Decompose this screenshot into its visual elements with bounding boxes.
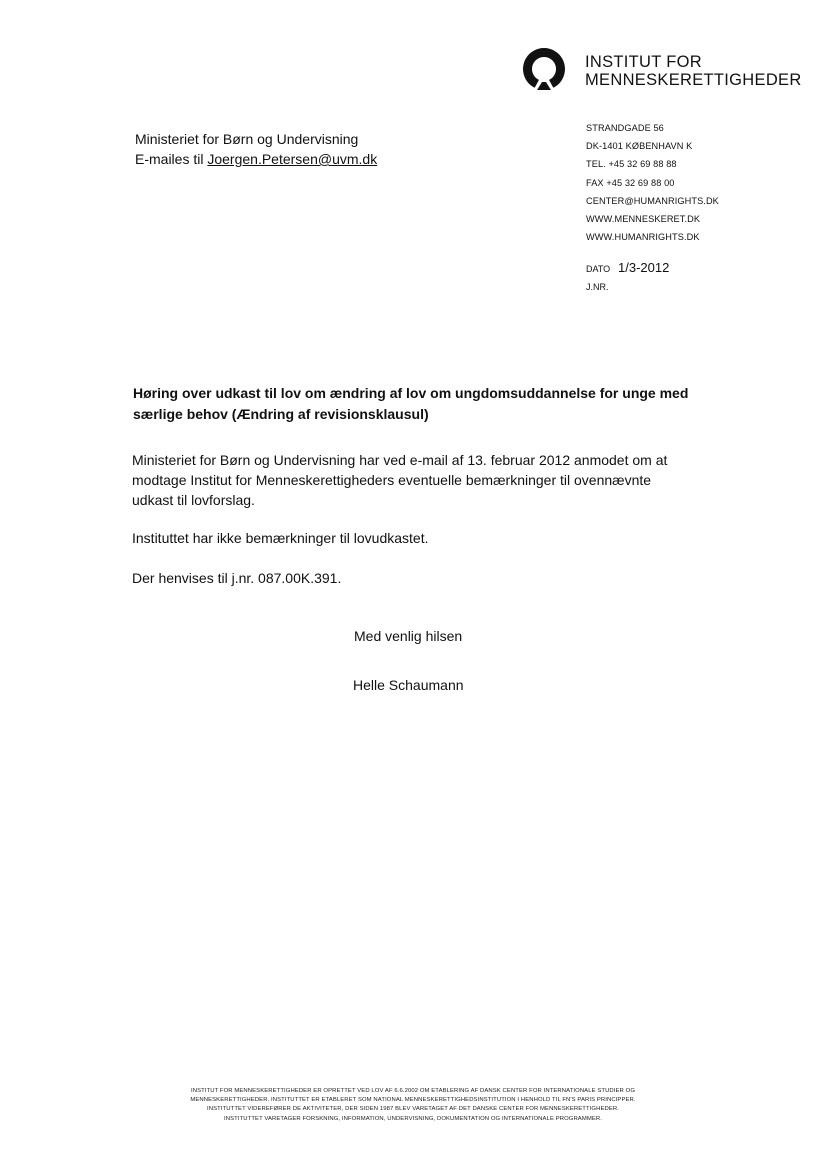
recipient-email-link[interactable]: Joergen.Petersen@uvm.dk [207, 151, 378, 167]
logo-line-2: MENNESKERETTIGHEDER [585, 71, 802, 89]
contact-street: STRANDGADE 56 [586, 123, 664, 133]
ring-logo-icon [520, 45, 568, 93]
footer-line-2: MENNESKERETTIGHEDER. INSTITUTTET ER ETABLERET SOM NATIONAL MENNESKERETTIGHEDSINSTITUTION I HENHOLD TIL FN'S PARIS PRINCIPPER. [190, 1097, 636, 1104]
institution-logo-text [585, 53, 802, 89]
contact-city: DK-1401 KØBENHAVN K [586, 141, 693, 152]
letter-meta [586, 259, 669, 296]
paragraph-1: Ministeriet for Børn og Undervisning har ved e-mail af 13. februar 2012 anmodet om at modtage Institut for Menneskerettigheders eventuelle bemærkninger til ovennævnte udkast til lovforslag. [132, 452, 668, 508]
letter-subject: Høring over udkast til lov om ændring af lov om ungdomsuddannelse for unge med særlige behov (Ændring af revisionsklausul) [133, 385, 689, 422]
recipient-email-line [135, 149, 377, 169]
signature-name: Helle Schaumann [353, 677, 464, 693]
contact-fax: FAX +45 32 69 88 00 [586, 177, 675, 188]
paragraph-3: Der henvises til j.nr. 087.00K.391. [132, 570, 342, 586]
contact-web-link-1[interactable]: WWW.MENNESKERET.DK [586, 214, 701, 225]
date-row [586, 259, 669, 278]
footer-line-3: INSTITUTTET VIDEREFØRER DE AKTIVITETER, DER SIDEN 1987 BLEV VARETAGET AF DET DANSKE CENTER FOR MENNESKERETTIGHEDER. [207, 1106, 619, 1113]
recipient-name: Ministeriet for Børn og Undervisning [135, 131, 359, 147]
date-value: 1/3-2012 [618, 260, 670, 275]
page-footer [100, 1087, 726, 1124]
jnr-label: J.NR. [586, 282, 609, 292]
contact-tel: TEL. +45 32 69 88 88 [586, 159, 677, 170]
email-prefix: E-mailes til [135, 151, 208, 167]
paragraph-2: Instituttet har ikke bemærkninger til lovudkastet. [132, 530, 429, 546]
footer-line-4: INSTITUTTET VARETAGER FORSKNING, INFORMATION, UNDERVISNING, DOKUMENTATION OG INTERNATIONALE PROGRAMMER. [224, 1115, 602, 1122]
recipient-block [135, 129, 377, 169]
contact-email-link[interactable]: CENTER@HUMANRIGHTS.DK [586, 195, 719, 206]
footer-line-1: INSTITUT FOR MENNESKERETTIGHEDER ER OPRETTET VED LOV AF 6.6.2002 OM ETABLERING AF DANSK CENTER FOR INTERNATIONALE STUDIER OG [190, 1088, 635, 1094]
logo-line-1: INSTITUT FOR [585, 53, 702, 71]
sender-contact-block [586, 119, 719, 246]
closing: Med venlig hilsen [354, 628, 463, 644]
contact-web-link-2[interactable]: WWW.HUMANRIGHTS.DK [586, 232, 700, 243]
date-label: DATO [586, 264, 611, 274]
